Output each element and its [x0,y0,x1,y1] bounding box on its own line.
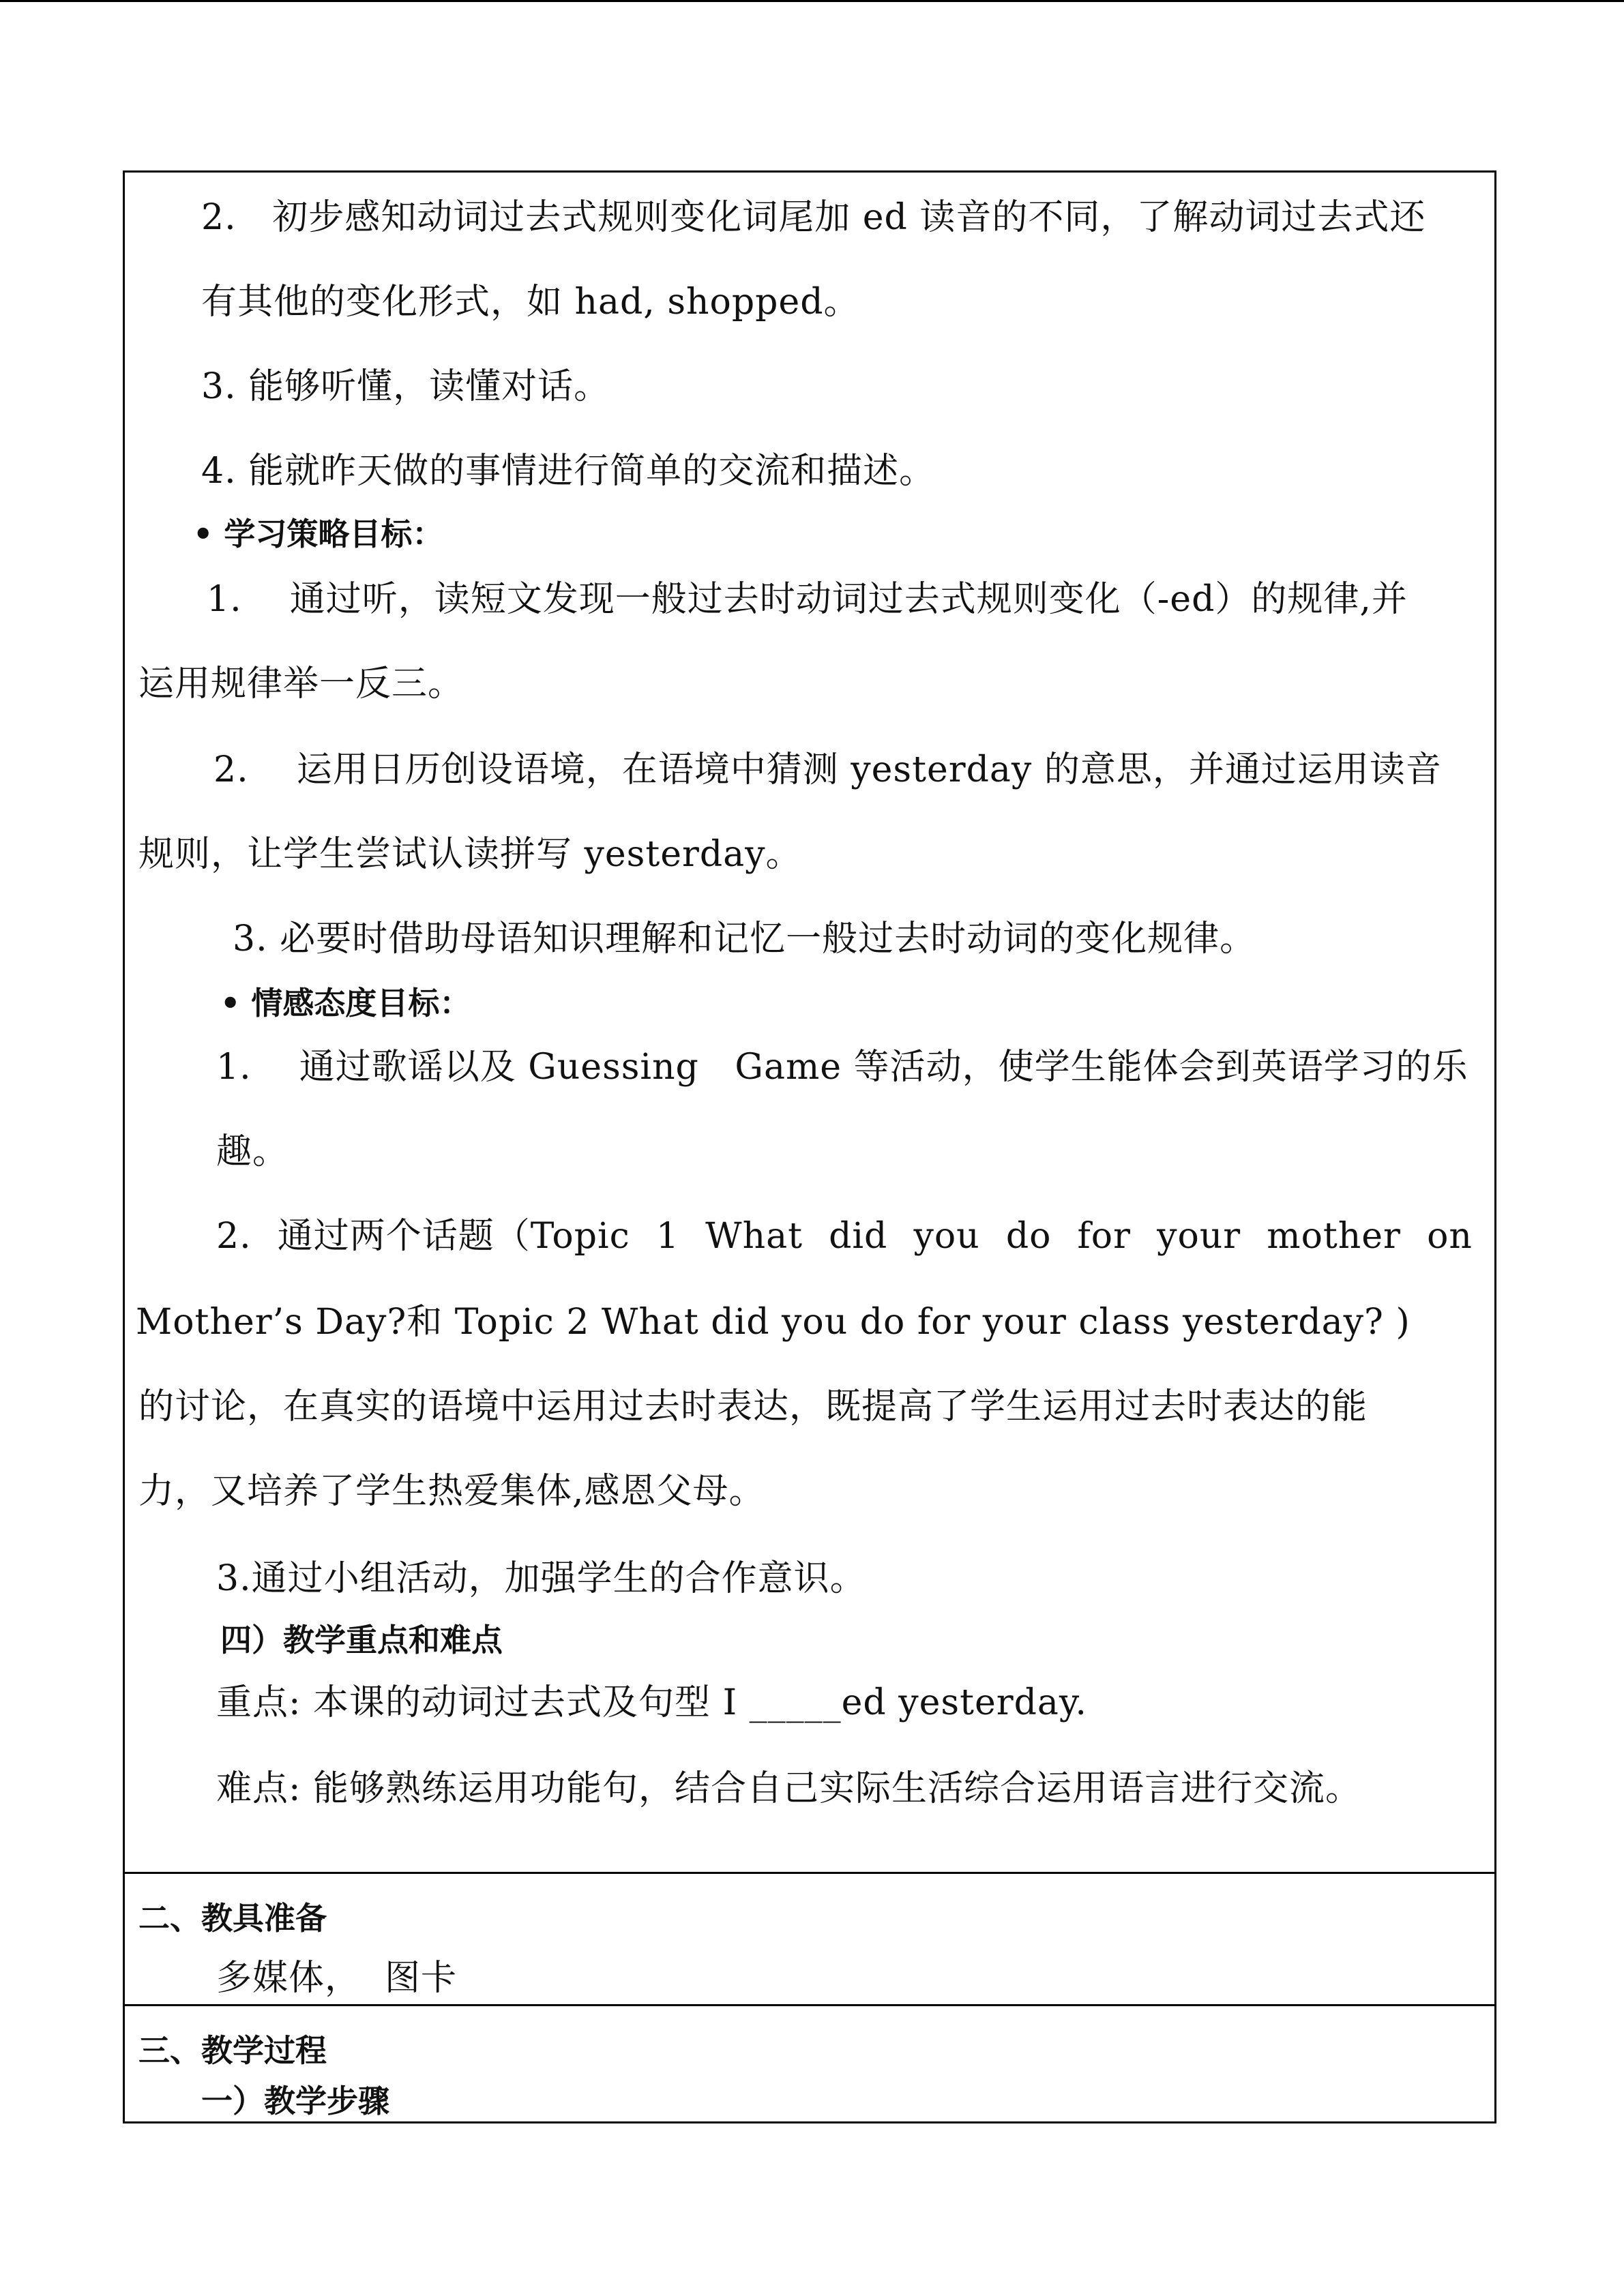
word: 2. [216,1216,252,1257]
word: do [1005,1216,1052,1257]
teaching-aids-content: 多媒体， 图卡 [216,1958,458,1999]
teaching-process-heading: 三、教学过程 [138,2032,327,2069]
teaching-steps-subheading: 一）教学步骤 [201,2083,389,2119]
word: 通过两个话题（Topic [277,1216,630,1257]
affective-item-2-line-3: 的讨论，在真实的语境中运用过去时表达，既提高了学生运用过去时表达的能 [138,1386,1368,1427]
top-border-rule [0,0,1624,2]
word: you [913,1216,980,1257]
strategy-item-2-line-2: 规则，让学生尝试认读拼写 yesterday。 [138,834,802,875]
knowledge-item-2-line-1: 2. 初步感知动词过去式规则变化词尾加 ed 读音的不同，了解动词过去式还 [201,197,1426,238]
word: on [1427,1216,1473,1257]
strategy-item-3: 3. 必要时借助母语知识理解和记忆一般过去时动词的变化规律。 [233,919,1256,959]
word: mother [1267,1216,1401,1257]
strategy-objectives-heading: • 学习策略目标： [193,516,444,552]
affective-item-2-line-4: 力，又培养了学生热爱集体,感恩父母。 [138,1471,765,1512]
affective-item-2-line-1 [216,1216,1473,1257]
knowledge-item-3: 3. 能够听懂，读懂对话。 [201,366,610,407]
affective-item-1-line-1: 1. 通过歌谣以及 Guessing Game 等活动，使学生能体会到英语学习的乐 [216,1047,1468,1088]
affective-item-1-line-2: 趣。 [216,1131,289,1172]
strategy-item-1-line-2: 运用规律举一反三。 [138,664,464,704]
lesson-plan-table [123,170,1496,2123]
key-point-focus: 重点: 本课的动词过去式及句型 I _____ed yesterday. [216,1682,1087,1723]
strategy-item-1-line-1: 1. 通过听，读短文发现一般过去时动词过去式规则变化（-ed）的规律,并 [207,579,1408,620]
word: your [1157,1216,1241,1257]
affective-item-2-line-2: Mother’s Day?和 Topic 2 What did you do for your class yesterday? ) [136,1302,1411,1343]
section-divider [125,1872,1494,1874]
teaching-aids-heading: 二、教具准备 [138,1900,327,1937]
word: did [829,1216,888,1257]
key-point-difficulty: 难点: 能够熟练运用功能句，结合自己实际生活综合运用语言进行交流。 [216,1768,1362,1809]
word: 1 [655,1216,679,1257]
affective-item-3: 3.通过小组活动，加强学生的合作意识。 [216,1558,866,1599]
knowledge-item-2-line-2: 有其他的变化形式，如 had, shopped。 [201,282,860,323]
section-divider [125,2004,1494,2006]
word: for [1077,1216,1131,1257]
word: What [705,1216,803,1257]
affective-objectives-heading: • 情感态度目标： [220,985,471,1022]
key-points-heading: 四）教学重点和难点 [220,1622,503,1658]
strategy-item-2-line-1: 2. 运用日历创设语境，在语境中猜测 yesterday 的意思，并通过运用读音 [213,749,1442,790]
knowledge-item-4: 4. 能就昨天做的事情进行简单的交流和描述。 [201,451,936,492]
